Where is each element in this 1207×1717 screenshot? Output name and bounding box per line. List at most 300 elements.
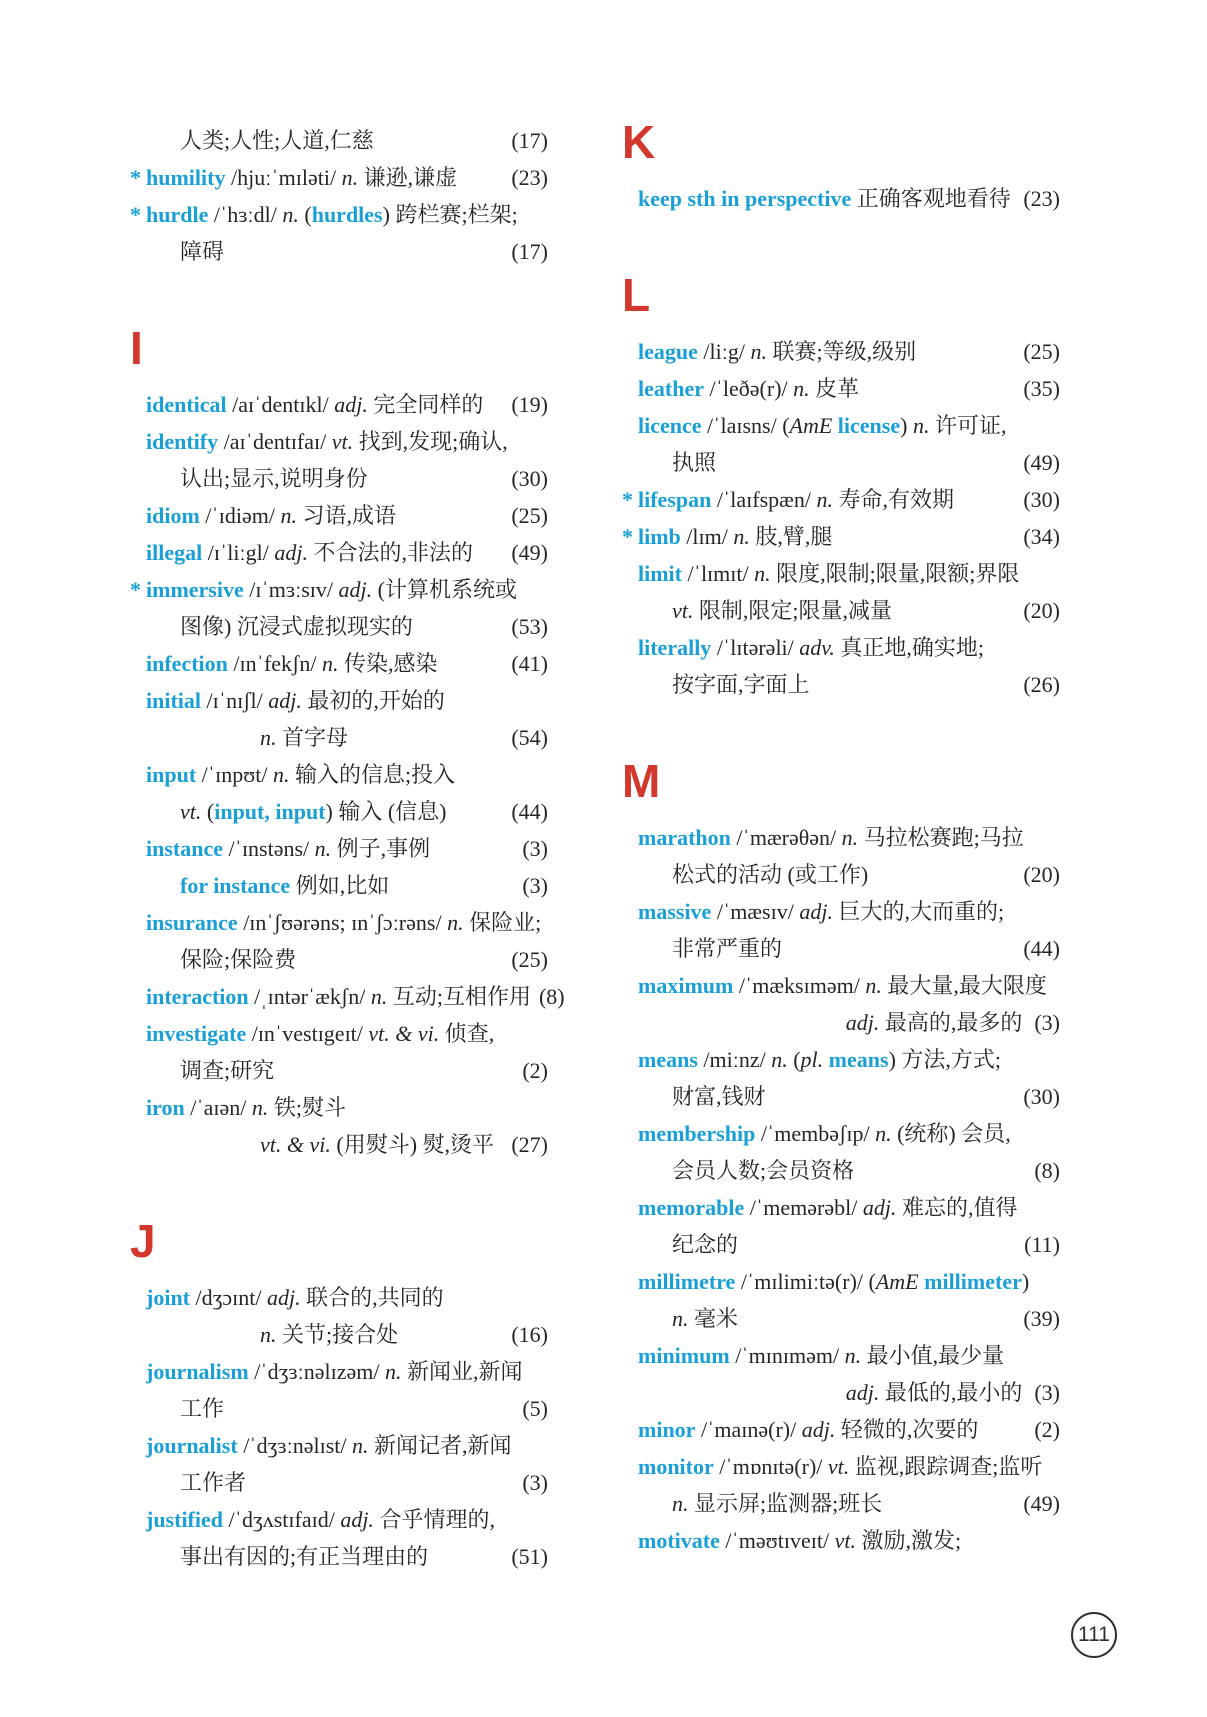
text-run: /ɪnˈvestɪgeɪt/ xyxy=(246,1021,369,1046)
entry-massive xyxy=(622,893,1060,967)
entry-text xyxy=(846,1004,1023,1041)
part-of-speech: vt. xyxy=(672,598,694,623)
entry-text xyxy=(638,1263,1029,1300)
entry-text xyxy=(260,1126,494,1163)
headword: hurdle xyxy=(146,202,209,227)
entry-page-ref: (2) xyxy=(1034,1417,1060,1442)
entry-line xyxy=(622,1004,1060,1041)
entry-marathon xyxy=(622,819,1060,893)
text-run: ) 方法,方式; xyxy=(888,1047,1002,1072)
entry-limit xyxy=(622,555,1060,629)
page-number-badge xyxy=(1071,1612,1117,1658)
entry-line xyxy=(130,196,548,233)
entry-text xyxy=(638,1189,1017,1226)
entry-text xyxy=(146,571,517,608)
entry-joint xyxy=(130,1279,548,1353)
entry-idiom xyxy=(130,497,548,534)
text-run: 例子,事例 xyxy=(331,836,431,861)
text-run: /ˈɪdiəm/ xyxy=(199,503,281,528)
entry-line xyxy=(622,1374,1060,1411)
entry-text xyxy=(146,1501,495,1538)
entry-page-ref: (5) xyxy=(522,1396,548,1421)
text-run: 最低的,最小的 xyxy=(879,1380,1023,1405)
entry-text xyxy=(146,1015,494,1052)
part-of-speech: AmE xyxy=(875,1269,919,1294)
part-of-speech: adj. xyxy=(266,1285,301,1310)
part-of-speech: adj. xyxy=(274,540,308,565)
part-of-speech: n. xyxy=(260,725,277,750)
entry-text xyxy=(638,629,984,666)
entry-text xyxy=(180,867,389,904)
text-run: 互动;互相作用 xyxy=(387,984,531,1009)
part-of-speech: n. xyxy=(352,1433,369,1458)
part-of-speech: adv. xyxy=(799,635,835,660)
entry-line xyxy=(622,180,1060,217)
entry-text xyxy=(180,941,296,978)
entry-identical xyxy=(130,386,548,423)
headword: limb xyxy=(638,524,681,549)
text-run: /aɪˈdentɪfaɪ/ xyxy=(218,429,332,454)
headword: immersive xyxy=(146,577,244,602)
headword: literally xyxy=(638,635,712,660)
part-of-speech: n. xyxy=(260,1322,277,1347)
part-of-speech: n. xyxy=(875,1121,892,1146)
part-of-speech: adj. xyxy=(862,1195,897,1220)
entry-line xyxy=(622,967,1060,1004)
entry-text xyxy=(638,370,859,407)
entry-page-ref: (49) xyxy=(511,540,548,565)
headword: limit xyxy=(638,561,682,586)
text-run: 例如,比如 xyxy=(290,873,390,898)
text-run: /ˈmembəʃɪp/ xyxy=(755,1121,876,1146)
part-of-speech: n. xyxy=(754,561,771,586)
entry-text xyxy=(672,592,892,629)
entry-line xyxy=(130,608,548,645)
text-run: 首字母 xyxy=(276,725,349,750)
entry-text xyxy=(146,1279,444,1316)
entry-text xyxy=(146,904,541,941)
entry-page-ref: (35) xyxy=(1023,376,1060,401)
entry-text xyxy=(672,856,868,893)
entry-line xyxy=(622,1152,1060,1189)
entry-leather xyxy=(622,370,1060,407)
entry-text xyxy=(146,196,518,233)
text-run: 难忘的,值得 xyxy=(896,1195,1018,1220)
text-run: 最小值,最少量 xyxy=(861,1343,1005,1368)
page-number: 111 xyxy=(1078,1623,1110,1646)
entry-text xyxy=(146,1427,512,1464)
entry-membership xyxy=(622,1115,1060,1189)
entry-page-ref: (39) xyxy=(1023,1306,1060,1331)
section-heading-L: L xyxy=(622,269,651,321)
entry-text xyxy=(638,967,1047,1004)
headword: illegal xyxy=(146,540,203,565)
entry-text xyxy=(260,1316,398,1353)
text-run: /ˈmaɪnə(r)/ xyxy=(695,1417,802,1442)
part-of-speech: n. xyxy=(447,910,464,935)
entry-page-ref: (3) xyxy=(1034,1380,1060,1405)
entry-text xyxy=(146,756,455,793)
entry-iron xyxy=(130,1089,548,1163)
text-run: /ˌɪntərˈækʃn/ xyxy=(248,984,371,1009)
headword: minimum xyxy=(638,1343,730,1368)
entry-line xyxy=(622,407,1060,444)
entry-line xyxy=(130,1052,548,1089)
text-run: /ˈlɪmɪt/ xyxy=(682,561,755,586)
entry-line xyxy=(622,629,1060,666)
headword: league xyxy=(638,339,698,364)
text-run: 财富,钱财 xyxy=(672,1084,766,1109)
text-run: 工作 xyxy=(180,1396,225,1421)
entry-text xyxy=(180,233,224,270)
text-run: /aɪˈdentɪkl/ xyxy=(226,392,335,417)
entry-page-ref: (34) xyxy=(1023,524,1060,549)
entry-motivate xyxy=(622,1522,1060,1559)
headword: insurance xyxy=(146,910,238,935)
entry-text xyxy=(180,1390,224,1427)
entry-insurance xyxy=(130,904,548,978)
part-of-speech: n. xyxy=(280,503,297,528)
text-run: 完全同样的 xyxy=(367,392,484,417)
part-of-speech: n. xyxy=(321,651,339,676)
text-run: 联赛;等级,级别 xyxy=(766,339,917,364)
entry-minimum xyxy=(622,1337,1060,1411)
headword: means xyxy=(828,1047,889,1072)
text-run: ( xyxy=(298,202,312,227)
entry-text xyxy=(638,555,1019,592)
part-of-speech: vt. xyxy=(180,799,202,824)
headword: for instance xyxy=(180,873,291,898)
entry-literally xyxy=(622,629,1060,703)
entry-line xyxy=(622,1300,1060,1337)
entry-page-ref: (3) xyxy=(522,836,548,861)
part-of-speech: adj. xyxy=(845,1380,880,1405)
text-run: 许可证, xyxy=(929,413,1007,438)
entry-text xyxy=(638,1448,1042,1485)
text-run: 会员人数;会员资格 xyxy=(672,1158,855,1183)
text-run: /ˈɪnpʊt/ xyxy=(196,762,274,787)
part-of-speech: adj. xyxy=(340,1507,374,1532)
entry-text xyxy=(638,1041,1001,1078)
text-run: 毫米 xyxy=(688,1306,739,1331)
part-of-speech: adj. xyxy=(268,688,302,713)
headword: journalist xyxy=(146,1433,238,1458)
glossary-column-right xyxy=(622,118,1060,1559)
text-run: /ˈmɪnɪməm/ xyxy=(729,1343,845,1368)
text-run: 新闻记者,新闻 xyxy=(368,1433,512,1458)
text-run: /ɪnˈfekʃn/ xyxy=(227,651,322,676)
text-run: 人类;人性;人道,仁慈 xyxy=(180,128,374,153)
headword: lifespan xyxy=(638,487,712,512)
entry-page-ref: (53) xyxy=(511,614,548,639)
headword: identical xyxy=(146,392,227,417)
entry-investigate xyxy=(130,1015,548,1089)
entry-page-ref: (25) xyxy=(511,503,548,528)
headword: keep sth in perspective xyxy=(638,186,852,211)
headword: memorable xyxy=(638,1195,745,1220)
entry-line xyxy=(130,159,548,196)
text-run: ) 跨栏赛;栏架; xyxy=(382,202,518,227)
entry-line xyxy=(130,1316,548,1353)
text-run: 限制,限定;限量,减量 xyxy=(693,598,893,623)
text-run: /ɪnˈʃʊərəns; ɪnˈʃɔːrəns/ xyxy=(237,910,448,935)
entry-immersive xyxy=(130,571,548,645)
entry-input xyxy=(130,756,548,830)
part-of-speech: n. xyxy=(750,339,767,364)
entry-line xyxy=(622,1226,1060,1263)
entry-line xyxy=(130,682,548,719)
text-run: /liːg/ xyxy=(697,339,751,364)
entry-journalist xyxy=(130,1427,548,1501)
part-of-speech: n. xyxy=(793,376,810,401)
part-of-speech: n. xyxy=(841,825,859,850)
text-run: /ˈmæksɪməm/ xyxy=(733,973,866,998)
entry-interaction xyxy=(130,978,565,1015)
entry-text xyxy=(638,819,1024,856)
entry-page-ref: (49) xyxy=(1023,1491,1060,1516)
part-of-speech: n. xyxy=(816,487,833,512)
text-run: (用熨斗) 熨,烫平 xyxy=(330,1132,495,1157)
text-run: 输入的信息;投入 xyxy=(289,762,456,787)
part-of-speech: pl. xyxy=(800,1047,824,1072)
text-run: /ˈhɜːdl/ xyxy=(208,202,283,227)
text-run: 真正地,确实地; xyxy=(834,635,985,660)
entry-maximum xyxy=(622,967,1060,1041)
entry-line xyxy=(622,930,1060,967)
text-run: 巨大的,大而重的; xyxy=(832,899,1005,924)
entry-millimetre xyxy=(622,1263,1060,1337)
text-run: 正确客观地看待 xyxy=(851,186,1011,211)
entry-humility xyxy=(130,159,548,196)
entry-line xyxy=(622,518,1060,555)
headword: millimeter xyxy=(924,1269,1022,1294)
part-of-speech: n. xyxy=(282,202,299,227)
entry-hurdle xyxy=(130,196,548,270)
entry-infection xyxy=(130,645,548,682)
entry-text xyxy=(146,978,531,1015)
entry-text xyxy=(638,407,1006,444)
entry-line xyxy=(622,819,1060,856)
entry-text xyxy=(146,497,396,534)
entry-identify xyxy=(130,423,548,497)
headword: marathon xyxy=(638,825,731,850)
entry-page-ref: (23) xyxy=(1023,186,1060,211)
entry-text xyxy=(180,793,447,830)
text-run: /ɪˈliːgl/ xyxy=(202,540,275,565)
entry-text xyxy=(146,682,445,719)
headword: identify xyxy=(146,429,219,454)
entry-text xyxy=(672,1078,766,1115)
text-run: (计算机系统或 xyxy=(372,577,517,602)
entry-line xyxy=(130,756,548,793)
entry-licence xyxy=(622,407,1060,481)
entry-page-ref: (3) xyxy=(1034,1010,1060,1035)
entry-text xyxy=(180,460,368,497)
entry-page-ref: (44) xyxy=(1023,936,1060,961)
entry-line xyxy=(130,1015,548,1052)
text-run: /ˈlaɪfspæn/ xyxy=(711,487,817,512)
part-of-speech: n. xyxy=(273,762,290,787)
headword: minor xyxy=(638,1417,696,1442)
part-of-speech: n. xyxy=(341,165,359,190)
part-of-speech: n. xyxy=(844,1343,862,1368)
text-run: /ˈleðə(r)/ xyxy=(703,376,794,401)
entry-monitor xyxy=(622,1448,1060,1522)
entry-journalism xyxy=(130,1353,548,1427)
entry-text xyxy=(146,830,430,867)
entry-text xyxy=(672,1152,854,1189)
entry-text xyxy=(146,1089,346,1126)
entry-text xyxy=(180,1052,274,1089)
section-heading-M: M xyxy=(622,755,661,807)
text-run: 联合的,共同的 xyxy=(300,1285,444,1310)
headword: licence xyxy=(638,413,702,438)
headword: input xyxy=(146,762,197,787)
entry-text xyxy=(260,719,348,756)
entry-line xyxy=(130,1126,548,1163)
entry-humanity-continuation xyxy=(130,122,548,159)
entry-line xyxy=(130,719,548,756)
entry-page-ref: (3) xyxy=(522,1470,548,1495)
text-run: (统称) 会员, xyxy=(891,1121,1011,1146)
entry-line xyxy=(130,793,548,830)
entry-line xyxy=(622,893,1060,930)
text-run: ( xyxy=(787,1047,801,1072)
headword: license xyxy=(837,413,901,438)
text-run: 事出有因的;有正当理由的 xyxy=(180,1544,429,1569)
text-run: 执照 xyxy=(672,450,717,475)
entry-line xyxy=(130,122,548,159)
text-run: /ɪˈnɪʃl/ xyxy=(201,688,269,713)
entry-line xyxy=(130,423,548,460)
text-run: 新闻业,新闻 xyxy=(401,1359,523,1384)
entry-page-ref: (44) xyxy=(511,799,548,824)
entry-line xyxy=(622,592,1060,629)
part-of-speech: vt. & vi. xyxy=(260,1132,331,1157)
entry-page-ref: (20) xyxy=(1023,598,1060,623)
text-run: /ˈlɪtərəli/ xyxy=(711,635,800,660)
entry-text xyxy=(180,1538,428,1575)
entry-text xyxy=(638,1411,978,1448)
star-marker: * xyxy=(130,202,141,227)
entry-line xyxy=(622,1115,1060,1152)
entry-line xyxy=(130,386,548,423)
text-run: 最高的,最多的 xyxy=(879,1010,1023,1035)
section-heading-I: I xyxy=(130,322,143,374)
entry-lifespan xyxy=(622,481,1060,518)
headword: journalism xyxy=(146,1359,249,1384)
entry-line xyxy=(130,460,548,497)
entry-line xyxy=(130,1538,548,1575)
headword: millimetre xyxy=(638,1269,736,1294)
headword: joint xyxy=(146,1285,190,1310)
entry-line xyxy=(130,941,548,978)
text-run: /ˈmærəθən/ xyxy=(730,825,842,850)
part-of-speech: vt. xyxy=(834,1528,856,1553)
entry-memorable xyxy=(622,1189,1060,1263)
text-run: 限度,限制;限量,限额;界限 xyxy=(770,561,1020,586)
entry-page-ref: (17) xyxy=(511,239,548,264)
entry-justified xyxy=(130,1501,548,1575)
headword: input, input xyxy=(214,799,326,824)
entry-keep-sth-in-perspective xyxy=(622,180,1060,217)
glossary-column-left xyxy=(130,122,565,1575)
text-run: 最大量,最大限度 xyxy=(881,973,1047,998)
entry-text xyxy=(638,518,832,555)
part-of-speech: n. xyxy=(314,836,332,861)
entry-line xyxy=(622,1041,1060,1078)
text-run: 传染,感染 xyxy=(338,651,438,676)
entry-text xyxy=(672,930,782,967)
text-run: 不合法的,非法的 xyxy=(307,540,473,565)
headword: motivate xyxy=(638,1528,720,1553)
entry-text xyxy=(846,1374,1023,1411)
part-of-speech: n. xyxy=(912,413,930,438)
entry-page-ref: (25) xyxy=(511,947,548,972)
entry-line xyxy=(622,1078,1060,1115)
text-run: /ˈmæsɪv/ xyxy=(711,899,800,924)
text-run: /ˈmɒnɪtə(r)/ xyxy=(713,1454,828,1479)
entry-line xyxy=(622,333,1060,370)
text-run: /ˈdʒʌstɪfaɪd/ xyxy=(223,1507,341,1532)
text-run: /ˈaɪən/ xyxy=(184,1095,252,1120)
headword: initial xyxy=(146,688,202,713)
entry-text xyxy=(638,1337,1004,1374)
entry-text xyxy=(638,893,1004,930)
entry-page-ref: (8) xyxy=(1034,1158,1060,1183)
entry-page-ref: (30) xyxy=(1023,487,1060,512)
text-run: 马拉松赛跑;马拉 xyxy=(858,825,1024,850)
entry-page-ref: (8) xyxy=(538,984,565,1009)
entry-page-ref: (23) xyxy=(511,165,548,190)
entry-line xyxy=(130,571,548,608)
star-marker: * xyxy=(622,487,633,512)
entry-line xyxy=(130,1464,548,1501)
text-run: 非常严重的 xyxy=(672,936,783,961)
part-of-speech: adj. xyxy=(801,1417,836,1442)
text-run: 图像) 沉浸式虚拟现实的 xyxy=(180,614,413,639)
entry-minor xyxy=(622,1411,1060,1448)
part-of-speech: vt. xyxy=(331,429,354,454)
headword: infection xyxy=(146,651,228,676)
entry-text xyxy=(672,1485,882,1522)
entry-text xyxy=(146,1353,523,1390)
entry-line xyxy=(130,233,548,270)
text-run: 轻微的,次要的 xyxy=(835,1417,979,1442)
entry-text xyxy=(146,423,508,460)
entry-page-ref: (16) xyxy=(511,1322,548,1347)
entry-page-ref: (27) xyxy=(511,1132,548,1157)
text-run: 关节;接合处 xyxy=(276,1322,399,1347)
part-of-speech: vt. & vi. xyxy=(368,1021,440,1046)
entry-line xyxy=(622,370,1060,407)
text-run: 找到,发现;确认, xyxy=(353,429,508,454)
entry-line xyxy=(622,1485,1060,1522)
text-run: 调查;研究 xyxy=(180,1058,275,1083)
section-heading-J: J xyxy=(130,1215,156,1267)
entry-page-ref: (20) xyxy=(1023,862,1060,887)
entry-line xyxy=(130,830,548,867)
entry-page-ref: (41) xyxy=(511,651,548,676)
part-of-speech: n. xyxy=(251,1095,269,1120)
text-run: 皮革 xyxy=(809,376,860,401)
headword: idiom xyxy=(146,503,200,528)
text-run: /ˈmemərəbl/ xyxy=(744,1195,863,1220)
entry-text xyxy=(180,1464,246,1501)
part-of-speech: n. xyxy=(733,524,750,549)
part-of-speech: n. xyxy=(370,984,388,1009)
entry-line xyxy=(622,555,1060,592)
